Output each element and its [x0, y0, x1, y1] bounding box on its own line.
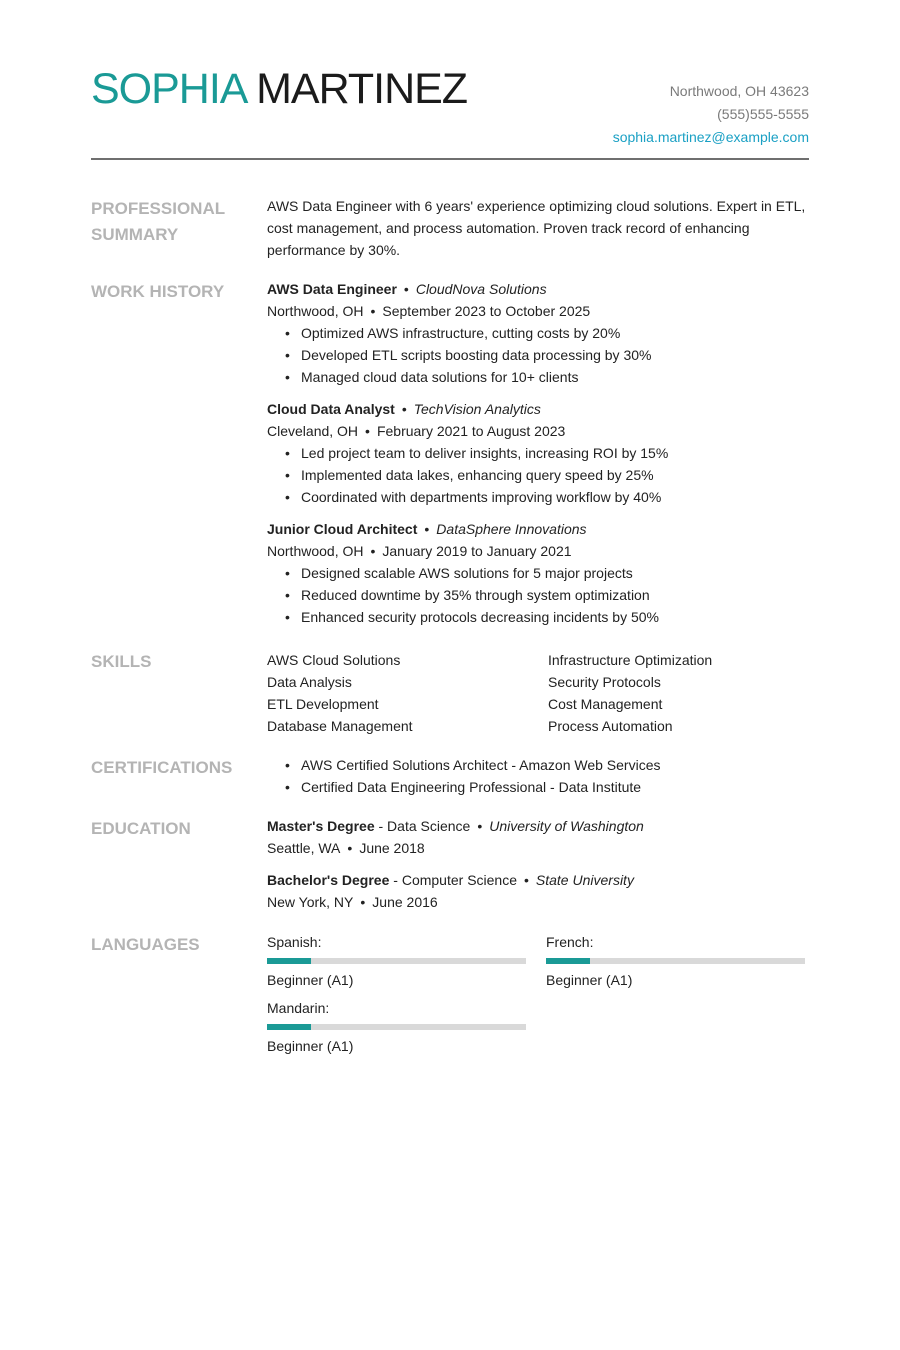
skill-item: Database Management: [267, 718, 413, 734]
school: University of Washington: [489, 818, 644, 834]
job-company: TechVision Analytics: [413, 401, 541, 417]
school-location: Seattle, WA: [267, 840, 341, 856]
language-level: Beginner (A1): [546, 972, 633, 988]
work-history: [267, 278, 807, 638]
contact-info: [613, 80, 809, 149]
job-dates: January 2019 to January 2021: [382, 543, 572, 559]
job-title: AWS Data Engineer: [267, 281, 397, 297]
job-bullet: • Implemented data lakes, enhancing query speed by 25%: [285, 464, 807, 486]
language-bar: [267, 1024, 526, 1030]
job-bullet: • Coordinated with departments improving workflow by 40%: [285, 486, 807, 508]
language-bar-fill: [267, 958, 311, 964]
skill-item: Security Protocols: [548, 674, 661, 690]
language-item: [267, 931, 526, 991]
certification-bullets: [267, 754, 807, 798]
job-bullet: • Developed ETL scripts boosting data processing by 30%: [285, 344, 807, 366]
education-entry: Master's Degree - Data Science • University of Washington Seattle, WA • June 2018: [267, 818, 644, 856]
graduation-date: June 2016: [372, 894, 438, 910]
language-item: [546, 931, 805, 991]
job-bullet: • Enhanced security protocols decreasing incidents by 50%: [285, 606, 807, 628]
job-entry: Cloud Data Analyst • TechVision Analytics Cleveland, OH • February 2021 to August 2023 • Led project team to deliver insights, increasing ROI by 15% • Implemented data lakes, enhancing query speed by 25% • Coordinated with departments improving workflow by 40%: [267, 398, 807, 508]
job-entry: AWS Data Engineer • CloudNova Solutions Northwood, OH • September 2023 to October 2025 • Optimized AWS infrastructure, cutting costs by 20% • Developed ETL scripts boosting data processing by 30% • Managed cloud data solutions for 10+ clients: [267, 278, 807, 388]
last-name: MARTINEZ: [256, 65, 468, 113]
languages-list: [267, 931, 807, 1057]
job-location: Cleveland, OH: [267, 423, 359, 439]
job-bullet: • Designed scalable AWS solutions for 5 major projects: [285, 562, 807, 584]
job-bullets: [267, 562, 807, 628]
graduation-date: June 2018: [359, 840, 425, 856]
job-dates: February 2021 to August 2023: [376, 423, 566, 439]
certifications-heading: CERTIFICATIONS: [91, 758, 233, 777]
language-level: Beginner (A1): [267, 972, 354, 988]
school: State University: [535, 872, 634, 888]
skill-item: Infrastructure Optimization: [548, 652, 713, 668]
candidate-name: [91, 64, 467, 114]
job-company: DataSphere Innovations: [436, 521, 587, 537]
summary-text: AWS Data Engineer with 6 years' experience optimizing cloud solutions. Expert in ETL, cost management, and process automation. Proven track record of enhancing performance by 30%.: [267, 198, 806, 258]
resume-header: [91, 60, 809, 160]
summary-heading-line2: SUMMARY: [91, 225, 179, 244]
job-bullet: • Optimized AWS infrastructure, cutting costs by 20%: [285, 322, 807, 344]
phone: (555)555-5555: [717, 106, 809, 122]
header-divider: [91, 158, 809, 160]
education-heading: EDUCATION: [91, 819, 191, 838]
address: Northwood, OH 43623: [669, 83, 809, 99]
skill-item: Data Analysis: [267, 674, 352, 690]
language-bar: [267, 958, 526, 964]
first-name: SOPHIA: [91, 65, 246, 113]
job-bullets: [267, 322, 807, 388]
language-name: Mandarin:: [267, 1000, 330, 1016]
summary-heading-line1: PROFESSIONAL: [91, 199, 226, 218]
email-link[interactable]: sophia.martinez@example.com: [612, 129, 809, 145]
work-history-heading: WORK HISTORY: [91, 282, 225, 301]
language-bar-fill: [546, 958, 590, 964]
job-bullet: • Managed cloud data solutions for 10+ clients: [285, 366, 807, 388]
job-company: CloudNova Solutions: [415, 281, 547, 297]
education-entry: Bachelor's Degree - Computer Science • State University New York, NY • June 2016: [267, 872, 634, 910]
languages-heading: LANGUAGES: [91, 935, 200, 954]
job-title: Cloud Data Analyst: [267, 401, 395, 417]
skill-item: Process Automation: [548, 718, 673, 734]
job-location: Northwood, OH: [267, 303, 364, 319]
language-level: Beginner (A1): [267, 1038, 354, 1054]
skill-item: AWS Cloud Solutions: [267, 652, 401, 668]
certification-item: • Certified Data Engineering Professional - Data Institute: [285, 776, 807, 798]
language-name: French:: [546, 934, 594, 950]
degree-field: - Computer Science: [393, 872, 517, 888]
school-location: New York, NY: [267, 894, 354, 910]
language-item: [267, 997, 526, 1057]
certifications-list: [267, 754, 807, 798]
degree-field: - Data Science: [378, 818, 471, 834]
skill-item: Cost Management: [548, 696, 663, 712]
degree: Master's Degree: [267, 818, 375, 834]
job-entry: Junior Cloud Architect • DataSphere Innovations Northwood, OH • January 2019 to January 2021 • Designed scalable AWS solutions for 5 major projects • Reduced downtime by 35% through system optimization • Enhanced security protocols decreasing incidents by 50%: [267, 518, 807, 628]
skill-item: ETL Development: [267, 696, 379, 712]
language-bar: [546, 958, 805, 964]
job-bullet: • Reduced downtime by 35% through system optimization: [285, 584, 807, 606]
certification-item: • AWS Certified Solutions Architect - Amazon Web Services: [285, 754, 807, 776]
degree: Bachelor's Degree: [267, 872, 390, 888]
job-dates: September 2023 to October 2025: [382, 303, 591, 319]
job-bullets: [267, 442, 807, 508]
summary-heading: [91, 196, 241, 248]
job-bullet: • Led project team to deliver insights, increasing ROI by 15%: [285, 442, 807, 464]
job-location: Northwood, OH: [267, 543, 364, 559]
language-bar-fill: [267, 1024, 311, 1030]
education-list: [267, 815, 807, 923]
skills-heading: SKILLS: [91, 652, 152, 671]
skills-list: [267, 649, 807, 737]
job-title: Junior Cloud Architect: [267, 521, 418, 537]
language-name: Spanish:: [267, 934, 322, 950]
